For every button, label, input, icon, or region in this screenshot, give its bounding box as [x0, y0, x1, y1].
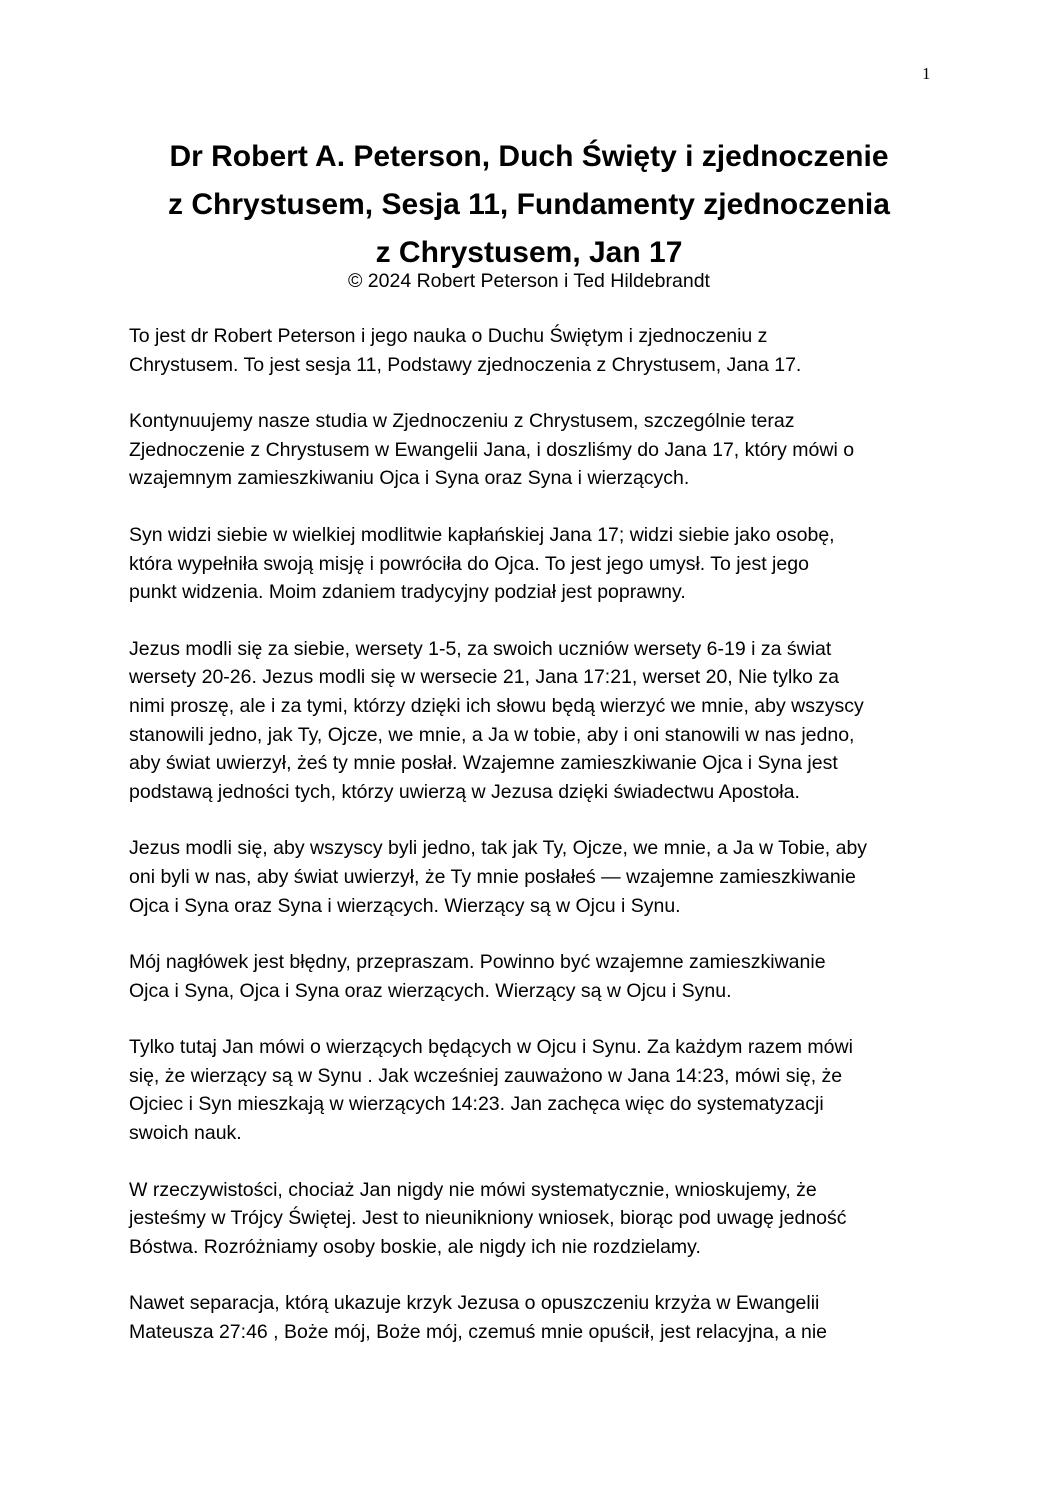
title-line: z Chrystusem, Jan 17	[375, 236, 683, 269]
paragraph-line: stanowili jedno, jak Ty, Ojcze, we mnie, a Ja w tobie, aby i oni stanowili w nas jedno,	[129, 723, 855, 746]
paragraph	[129, 635, 929, 807]
document-title	[110, 133, 948, 277]
paragraph-line: wzajemnym zamieszkiwaniu Ojca i Syna oraz Syna i wierzących.	[129, 467, 690, 490]
paragraph-line: Ojciec i Syn mieszkają w wierzących 14:23. Jan zachęca więc do systematyzacji	[129, 1093, 824, 1116]
paragraph	[129, 521, 929, 607]
paragraph-line: swoich nauk.	[129, 1122, 242, 1145]
paragraph-line: aby świat uwierzył, żeś ty mnie posłał. Wzajemne zamieszkiwanie Ojca i Syna jest	[129, 752, 838, 775]
paragraph	[129, 1033, 929, 1147]
paragraph	[129, 948, 929, 1005]
paragraph-line: Bóstwa. Rozróżniamy osoby boskie, ale nigdy ich nie rozdzielamy.	[129, 1235, 701, 1258]
title-line: z Chrystusem, Sesja 11, Fundamenty zjednoczenia	[168, 188, 890, 221]
paragraph-line: punkt widzenia. Moim zdaniem tradycyjny podział jest poprawny.	[129, 581, 686, 604]
copyright-line: © 2024 Robert Peterson i Ted Hildebrandt	[348, 270, 710, 292]
paragraph-line: To jest dr Robert Peterson i jego nauka o Duchu Świętym i zjednoczeniu z	[129, 325, 768, 347]
paragraph-line: wersety 20-26. Jezus modli się w wersecie 21, Jana 17:21, werset 20, Nie tylko za	[129, 666, 839, 689]
paragraph-line: W rzeczywistości, chociaż Jan nigdy nie mówi systematycznie, wnioskujemy, że	[129, 1178, 817, 1201]
paragraph-line: Tylko tutaj Jan mówi o wierzących będących w Ojcu i Synu. Za każdym razem mówi	[129, 1036, 853, 1059]
paragraph	[129, 834, 929, 920]
paragraph	[129, 1289, 929, 1346]
paragraph-line: Mój nagłówek jest błędny, przepraszam. Powinno być wzajemne zamieszkiwanie	[129, 951, 826, 974]
paragraph-line: Nawet separacja, którą ukazuje krzyk Jezusa o opuszczeniu krzyża w Ewangelii	[129, 1292, 820, 1315]
paragraph-line: Ojca i Syna, Ojca i Syna oraz wierzących. Wierzący są w Ojcu i Synu.	[129, 979, 732, 1002]
paragraph	[129, 322, 929, 379]
paragraph-line: oni byli w nas, aby świat uwierzył, że Ty mnie posłałeś — wzajemne zamieszkiwanie	[129, 865, 856, 888]
page-number: 1	[922, 64, 931, 83]
paragraph	[129, 407, 929, 493]
paragraph-line: jesteśmy w Trójcy Świętej. Jest to nieunikniony wniosek, biorąc pod uwagę jedność	[129, 1207, 847, 1230]
document-body	[129, 322, 929, 1375]
paragraph-line: podstawą jedności tych, którzy uwierzą w Jezusa dzięki świadectwu Apostoła.	[129, 780, 800, 803]
paragraph-line: Ojca i Syna oraz Syna i wierzących. Wierzący są w Ojcu i Synu.	[129, 894, 681, 917]
paragraph-line: Syn widzi siebie w wielkiej modlitwie kapłańskiej Jana 17; widzi siebie jako osobę,	[129, 523, 835, 546]
title-line: Dr Robert A. Peterson, Duch Święty i zjednoczenie	[169, 140, 889, 173]
paragraph-line: Jezus modli się za siebie, wersety 1-5, za swoich uczniów wersety 6-19 i za świat	[129, 637, 832, 660]
paragraph-line: Chrystusem. To jest sesja 11, Podstawy zjednoczenia z Chrystusem, Jana 17.	[129, 353, 802, 376]
paragraph-line: nimi proszę, ale i za tymi, którzy dzięki ich słowu będą wierzyć we mnie, aby wszyscy	[129, 694, 864, 717]
paragraph-line: Zjednoczenie z Chrystusem w Ewangelii Jana, i doszliśmy do Jana 17, który mówi o	[129, 438, 855, 461]
paragraph-line: Mateusza 27:46 , Boże mój, Boże mój, czemuś mnie opuścił, jest relacyjna, a nie	[129, 1321, 827, 1344]
paragraph-line: Kontynuujemy nasze studia w Zjednoczeniu z Chrystusem, szczególnie teraz	[129, 410, 795, 433]
paragraph-line: się, że wierzący są w Synu . Jak wcześniej zauważono w Jana 14:23, mówi się, że	[129, 1064, 843, 1087]
paragraph-line: Jezus modli się, aby wszyscy byli jedno, tak jak Ty, Ojcze, we mnie, a Ja w Tobie, aby	[129, 837, 868, 860]
paragraph	[129, 1176, 929, 1262]
paragraph-line: która wypełniła swoją misję i powróciła do Ojca. To jest jego umysł. To jest jego	[129, 552, 809, 575]
